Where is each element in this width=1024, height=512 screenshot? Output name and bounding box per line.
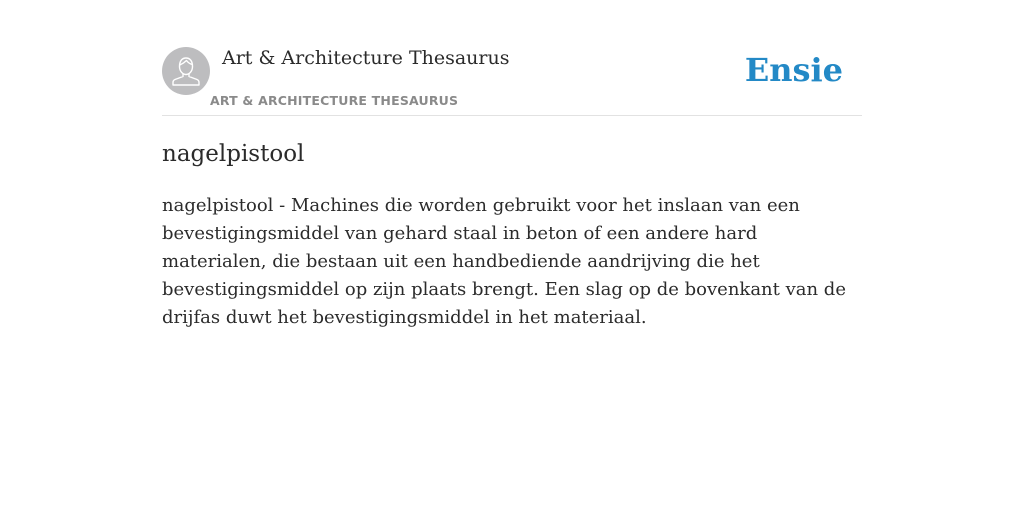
header: [162, 44, 862, 116]
user-avatar-icon: [162, 47, 210, 95]
entry-title: nagelpistool: [162, 141, 305, 167]
author-name[interactable]: Art & Architecture Thesaurus: [222, 47, 510, 69]
ensie-logo[interactable]: Ensie: [744, 51, 843, 89]
author-avatar[interactable]: [162, 47, 210, 95]
author-subtitle[interactable]: ART & ARCHITECTURE THESAURUS: [210, 93, 459, 108]
entry-description: nagelpistool - Machines die worden gebruikt voor het inslaan van een bevestigingsmiddel van gehard staal in beton of een andere hard materialen, die bestaan uit een handbediende aandrijving die het bevestigingsmiddel op zijn plaats brengt. Een slag op de bovenkant van de drijfas duwt het bevestigingsmiddel in het materiaal.: [162, 195, 846, 328]
